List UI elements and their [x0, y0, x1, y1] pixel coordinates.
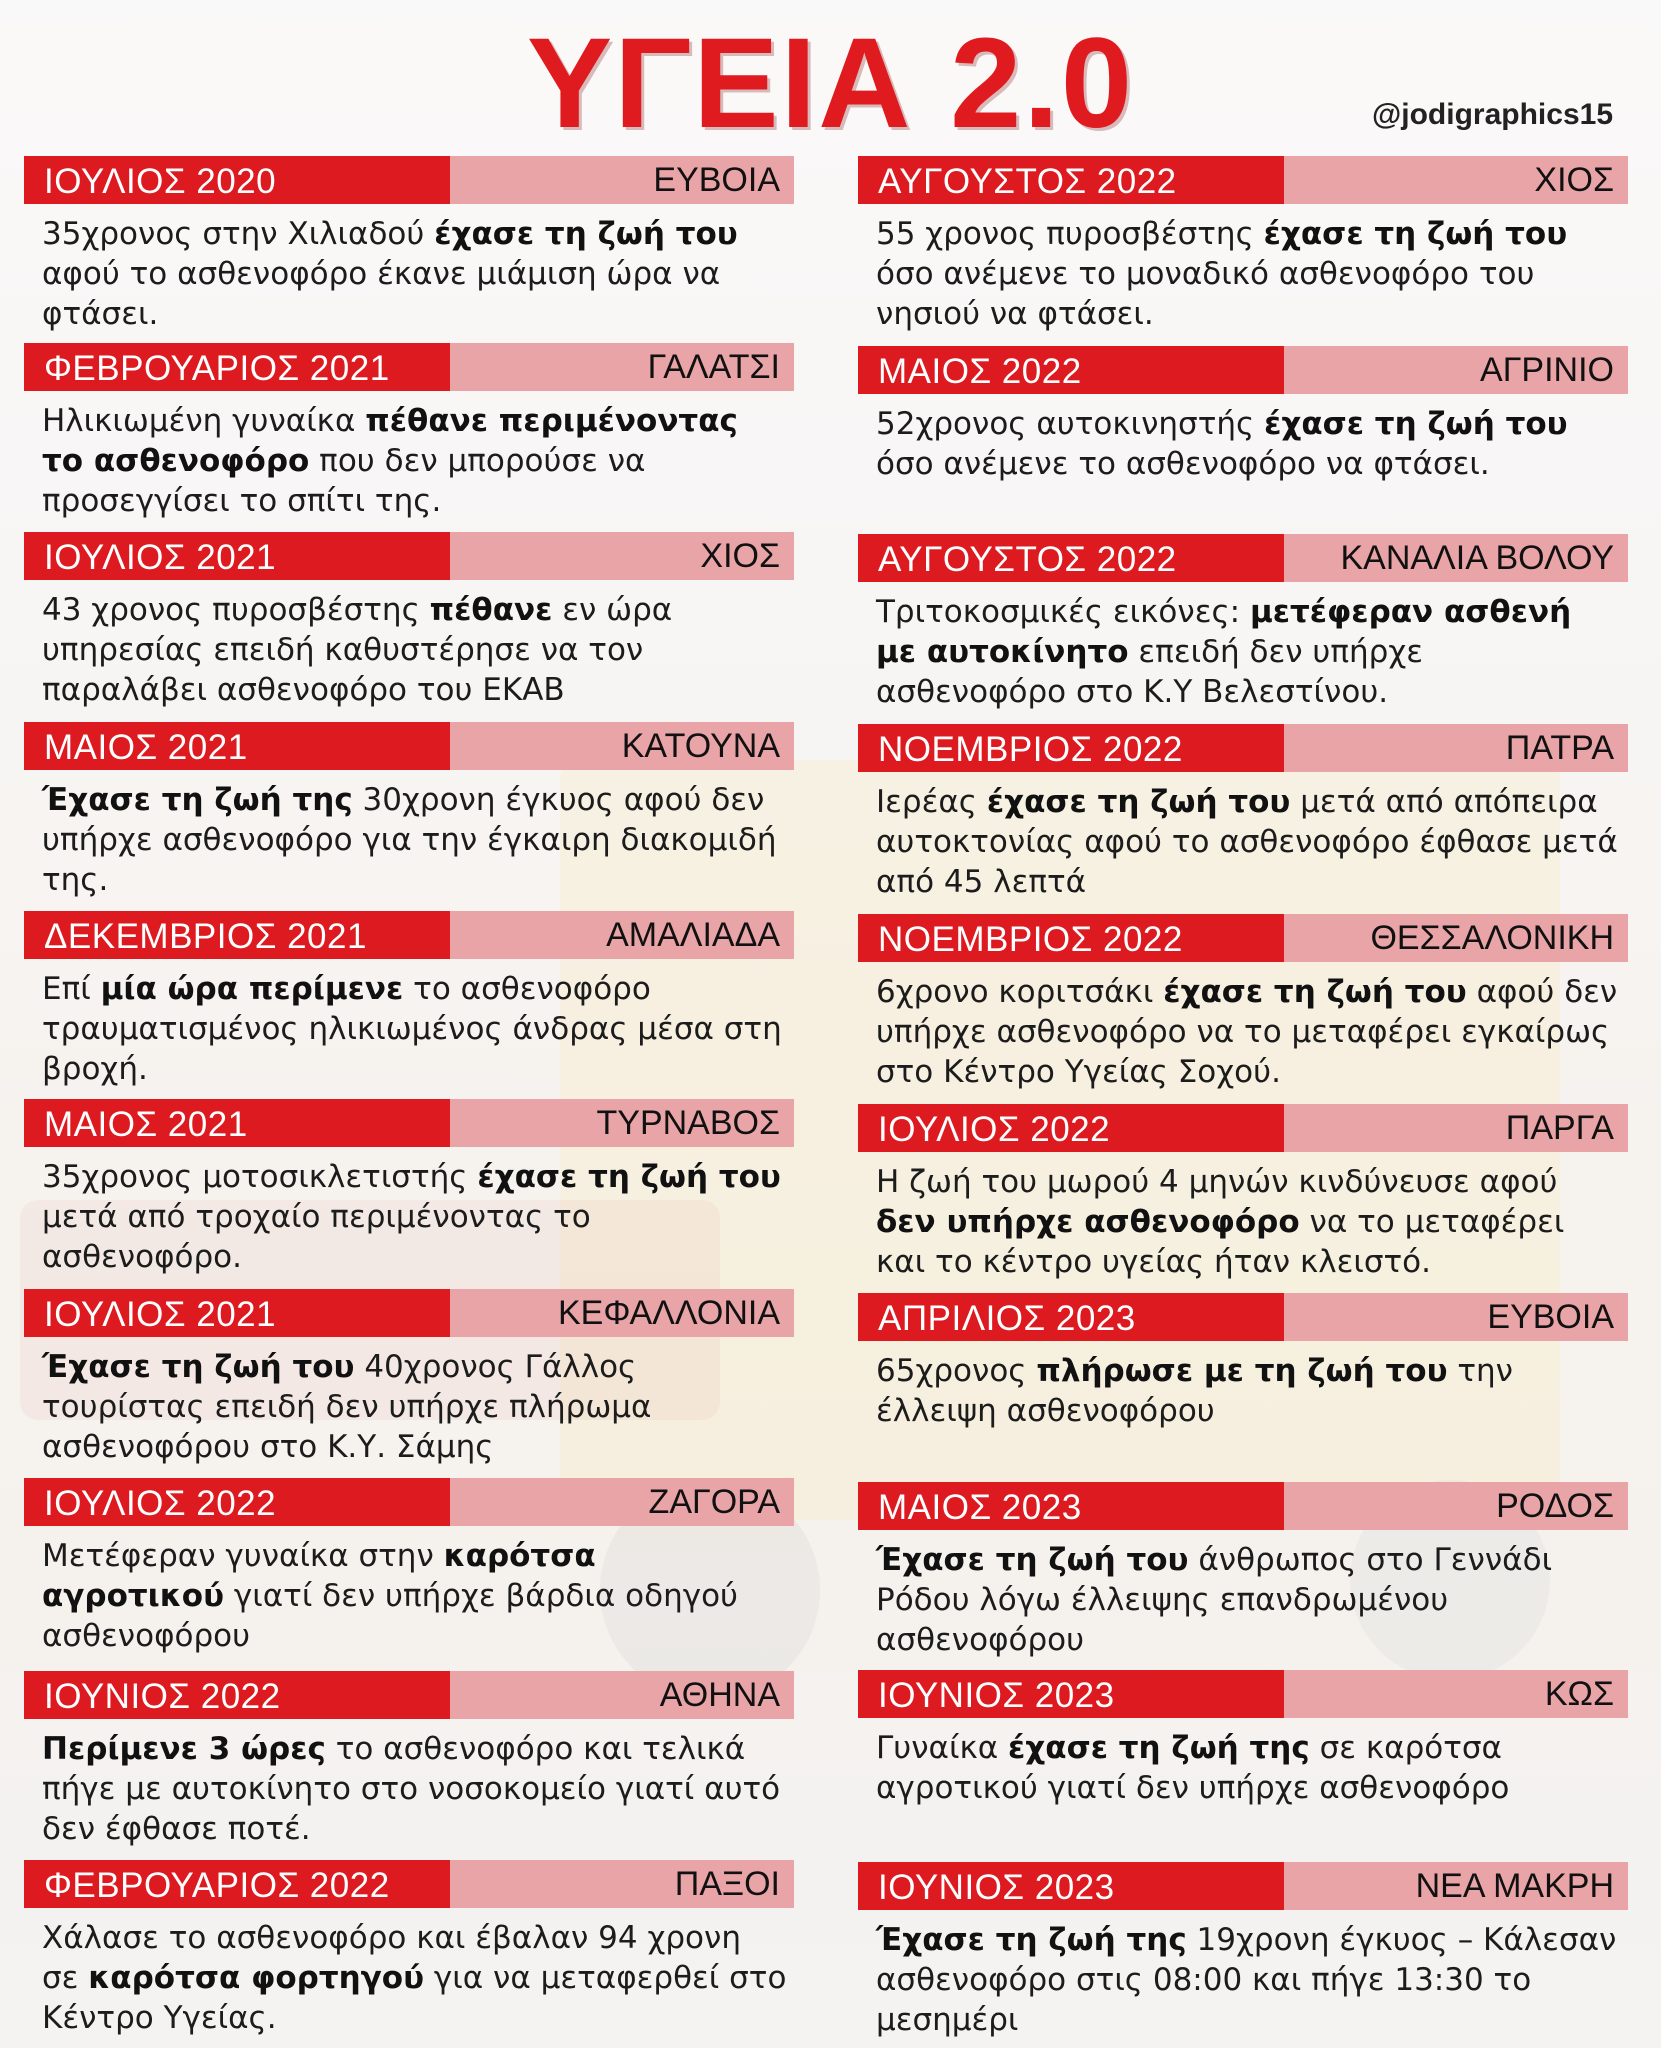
incident-description	[876, 1162, 1621, 1282]
incident-header	[24, 532, 794, 580]
description-text: Μετέφεραν γυναίκα στην	[42, 1538, 444, 1574]
incident-entry	[24, 722, 794, 900]
incident-header	[24, 1289, 794, 1337]
emphasis-text: Έχασε τη ζωή του	[876, 1542, 1189, 1578]
incident-entry	[24, 1099, 794, 1277]
emphasis-text: έχασε τη ζωή του	[477, 1159, 781, 1195]
description-text: 52χρονος αυτοκινηστής	[876, 406, 1265, 442]
description-text: όσο ανέμενε το μοναδικό ασθενοφόρο του νησιού να φτάσει.	[876, 256, 1535, 332]
incident-description	[42, 214, 787, 334]
incident-header	[858, 914, 1628, 962]
incident-description	[876, 782, 1621, 902]
description-text: 43 χρονος πυροσβέστης	[42, 592, 430, 628]
incident-date: ΜΑΙΟΣ 2022	[858, 346, 1284, 394]
incident-location: ΕΥΒΟΙΑ	[1284, 1293, 1628, 1341]
incident-description	[876, 1540, 1621, 1660]
incident-header	[858, 1670, 1628, 1718]
description-text: εν ώρα υπηρεσίας επειδή καθυστέρησε να τον παραλάβει ασθενοφόρο του ΕΚΑΒ	[42, 592, 673, 708]
description-text: 40χρονος Γάλλος τουρίστας επειδή δεν υπήρχε πλήρωμα ασθενοφόρου στο Κ.Υ. Σάμης	[42, 1349, 652, 1465]
description-text: την έλλειψη ασθενοφόρου	[876, 1353, 1513, 1429]
description-text: 55 χρονος πυροσβέστης	[876, 216, 1264, 252]
incident-date: ΑΥΓΟΥΣΤΟΣ 2022	[858, 156, 1284, 204]
incident-header	[24, 1671, 794, 1719]
incident-header	[858, 1862, 1628, 1910]
incident-date: ΦΕΒΡΟΥΑΡΙΟΣ 2021	[24, 343, 450, 391]
author-handle: @jodigraphics15	[1372, 98, 1613, 131]
emphasis-text: πέθανε	[429, 592, 553, 628]
incident-entry	[24, 343, 794, 521]
emphasis-text: έχασε τη ζωή του	[434, 216, 738, 252]
description-text: Γυναίκα	[876, 1730, 1009, 1766]
incident-entry	[24, 532, 794, 710]
incident-location: ΑΜΑΛΙΑΔΑ	[450, 911, 794, 959]
incident-entry	[858, 724, 1628, 902]
incident-entry	[858, 156, 1628, 334]
incident-date: ΙΟΥΛΙΟΣ 2022	[24, 1478, 450, 1526]
incident-description	[876, 214, 1621, 334]
description-text: σε καρότσα αγροτικού γιατί δεν υπήρχε ασθενοφόρο	[876, 1730, 1510, 1806]
description-text: αφού το ασθενοφόρο έκανε μιάμιση ώρα να φτάσει.	[42, 256, 721, 332]
incident-entry	[858, 346, 1628, 484]
incident-description	[42, 590, 787, 710]
incident-date: ΙΟΥΛΙΟΣ 2022	[858, 1104, 1284, 1152]
incident-date: ΑΠΡΙΛΙΟΣ 2023	[858, 1293, 1284, 1341]
incident-description	[42, 1347, 787, 1467]
emphasis-text: καρότσα αγροτικού	[42, 1538, 596, 1614]
emphasis-text: έχασε τη ζωή της	[1008, 1730, 1310, 1766]
incident-location: ΠΑΡΓΑ	[1284, 1104, 1628, 1152]
incident-header	[858, 1482, 1628, 1530]
incident-entry	[24, 1671, 794, 1849]
description-text: Τριτοκοσμικές εικόνες:	[876, 594, 1250, 630]
incident-date: ΦΕΒΡΟΥΑΡΙΟΣ 2022	[24, 1860, 450, 1908]
description-text: Χάλασε το ασθενοφόρο και έβαλαν 94 χρονη σε	[42, 1920, 741, 1996]
incident-header	[858, 156, 1628, 204]
emphasis-text: πέθανε περιμένοντας το ασθενοφόρο	[42, 403, 738, 479]
incident-header	[858, 1104, 1628, 1152]
incident-date: ΙΟΥΛΙΟΣ 2020	[24, 156, 450, 204]
description-text: Ηλικιωμένη γυναίκα	[42, 403, 366, 439]
incident-description	[876, 1351, 1621, 1431]
description-text: μετά από απόπειρα αυτοκτονίας αφού το ασθενοφόρο έφθασε μετά από 45 λεπτά	[876, 784, 1618, 900]
incident-description	[876, 1920, 1621, 2040]
incident-location: ΚΑΝΑΛΙΑ ΒΟΛΟΥ	[1284, 534, 1628, 582]
incident-description	[42, 1157, 787, 1277]
incident-description	[876, 592, 1621, 712]
description-text: Η ζωή του μωρού 4 μηνών κινδύνευσε αφού	[876, 1164, 1558, 1200]
incident-header	[24, 722, 794, 770]
incident-entry	[24, 1478, 794, 1656]
description-text: όσο ανέμενε το ασθενοφόρο να φτάσει.	[876, 446, 1490, 482]
incident-description	[42, 1918, 787, 2038]
incident-entry	[858, 1293, 1628, 1431]
incident-entry	[24, 1289, 794, 1467]
incident-location: ΠΑΞΟΙ	[450, 1860, 794, 1908]
description-text: το ασθενοφόρο τραυματισμένος ηλικιωμένος άνδρας μέσα στη βροχή.	[42, 971, 782, 1087]
emphasis-text: δεν υπήρχε ασθενοφόρο	[876, 1204, 1300, 1240]
description-text: που δεν μπορούσε να προσεγγίσει το σπίτι της.	[42, 443, 646, 519]
incident-header	[24, 343, 794, 391]
incident-header	[858, 534, 1628, 582]
description-text: Επί	[42, 971, 101, 1007]
incident-description	[42, 969, 787, 1089]
incident-entry	[24, 1860, 794, 2038]
emphasis-text: έχασε τη ζωή του	[986, 784, 1291, 820]
emphasis-text: Έχασε τη ζωή της	[42, 782, 353, 818]
emphasis-text: Έχασε τη ζωή του	[42, 1349, 355, 1385]
incident-location: ΚΩΣ	[1284, 1670, 1628, 1718]
incident-entry	[858, 914, 1628, 1092]
incident-location: ΑΓΡΙΝΙΟ	[1284, 346, 1628, 394]
incident-date: ΙΟΥΛΙΟΣ 2021	[24, 532, 450, 580]
incident-location: ΓΑΛΑΤΣΙ	[450, 343, 794, 391]
incident-location: ΧΙΟΣ	[450, 532, 794, 580]
incident-header	[858, 346, 1628, 394]
incident-description	[42, 1729, 787, 1849]
incident-entry	[858, 1104, 1628, 1282]
incident-entry	[24, 156, 794, 334]
description-text: να το μεταφέρει και το κέντρο υγείας ήταν κλειστό.	[876, 1204, 1565, 1280]
description-text: επειδή δεν υπήρχε ασθενοφόρο στο Κ.Υ Βελεστίνου.	[876, 634, 1424, 710]
incident-description	[42, 1536, 787, 1656]
incident-date: ΙΟΥΝΙΟΣ 2023	[858, 1862, 1284, 1910]
incident-location: ΕΥΒΟΙΑ	[450, 156, 794, 204]
incident-entry	[858, 534, 1628, 712]
incident-header	[858, 724, 1628, 772]
incident-entry	[858, 1862, 1628, 2040]
incident-location: ΠΑΤΡΑ	[1284, 724, 1628, 772]
emphasis-text: έχασε τη ζωή του	[1163, 974, 1467, 1010]
incident-date: ΜΑΙΟΣ 2021	[24, 1099, 450, 1147]
description-text: αφού δεν υπήρχε ασθενοφόρο να το μεταφέρει εγκαίρως στο Κέντρο Υγείας Σοχού.	[876, 974, 1618, 1090]
emphasis-text: μετέφεραν ασθενή με αυτοκίνητο	[876, 594, 1572, 670]
description-text: για να μεταφερθεί στο Κέντρο Υγείας.	[42, 1960, 787, 2036]
description-text: άνθρωπος στο Γεννάδι Ρόδου λόγω έλλειψης επανδρωμένου ασθενοφόρου	[876, 1542, 1553, 1658]
incident-date: ΙΟΥΝΙΟΣ 2023	[858, 1670, 1284, 1718]
description-text: 30χρονη έγκυος αφού δεν υπήρχε ασθενοφόρο για την έγκαιρη διακομιδή της.	[42, 782, 777, 898]
incident-location: ΖΑΓΟΡΑ	[450, 1478, 794, 1526]
incident-entry	[24, 911, 794, 1089]
description-text: 6χρονο κοριτσάκι	[876, 974, 1164, 1010]
incident-location: ΝΕΑ ΜΑΚΡΗ	[1284, 1862, 1628, 1910]
emphasis-text: καρότσα φορτηγού	[88, 1960, 425, 1996]
description-text: μετά από τροχαίο περιμένοντας το ασθενοφόρο.	[42, 1199, 591, 1275]
incident-location: ΑΘΗΝΑ	[450, 1671, 794, 1719]
emphasis-text: πλήρωσε με τη ζωή του	[1036, 1353, 1448, 1389]
description-text: 35χρονος στην Χιλιαδού	[42, 216, 435, 252]
incident-location: ΚΕΦΑΛΛΟΝΙΑ	[450, 1289, 794, 1337]
incident-entry	[858, 1482, 1628, 1660]
incident-entry	[858, 1670, 1628, 1808]
incident-header	[24, 1099, 794, 1147]
incident-description	[42, 401, 787, 521]
incident-description	[42, 780, 787, 900]
incident-header	[24, 156, 794, 204]
incident-date: ΝΟΕΜΒΡΙΟΣ 2022	[858, 914, 1284, 962]
incident-date: ΜΑΙΟΣ 2023	[858, 1482, 1284, 1530]
incident-date: ΙΟΥΛΙΟΣ 2021	[24, 1289, 450, 1337]
description-text: το ασθενοφόρο και τελικά πήγε με αυτοκίνητο στο νοσοκομείο γιατί αυτό δεν έφθασε ποτέ.	[42, 1731, 781, 1847]
incident-date: ΑΥΓΟΥΣΤΟΣ 2022	[858, 534, 1284, 582]
description-text: Ιερέας	[876, 784, 987, 820]
emphasis-text: Περίμενε 3 ώρες	[42, 1731, 326, 1767]
description-text: 19χρονη έγκυος – Κάλεσαν ασθενοφόρο στις 08:00 και πήγε 13:30 το μεσημέρι	[876, 1922, 1617, 2038]
incident-location: ΤΥΡΝΑΒΟΣ	[450, 1099, 794, 1147]
emphasis-text: έχασε τη ζωή του	[1263, 216, 1568, 252]
emphasis-text: έχασε τη ζωή του	[1264, 406, 1568, 442]
incident-location: ΧΙΟΣ	[1284, 156, 1628, 204]
incident-description	[876, 404, 1621, 484]
incident-description	[876, 1728, 1621, 1808]
incident-location: ΚΑΤΟΥΝΑ	[450, 722, 794, 770]
page-title: ΥΓΕΙΑ 2.0	[526, 12, 1135, 155]
incident-date: ΙΟΥΝΙΟΣ 2022	[24, 1671, 450, 1719]
incident-location: ΡΟΔΟΣ	[1284, 1482, 1628, 1530]
incident-header	[24, 1860, 794, 1908]
description-text: γιατί δεν υπήρχε βάρδια οδηγού ασθενοφόρου	[42, 1578, 738, 1654]
incident-header	[858, 1293, 1628, 1341]
incident-description	[876, 972, 1621, 1092]
emphasis-text: Έχασε τη ζωή της	[876, 1922, 1187, 1958]
description-text: 35χρονος μοτοσικλετιστής	[42, 1159, 478, 1195]
incident-location: ΘΕΣΣΑΛΟΝΙΚΗ	[1284, 914, 1628, 962]
description-text: 65χρονος	[876, 1353, 1037, 1389]
incident-header	[24, 911, 794, 959]
incident-date: ΝΟΕΜΒΡΙΟΣ 2022	[858, 724, 1284, 772]
emphasis-text: μία ώρα περίμενε	[100, 971, 404, 1007]
incident-date: ΔΕΚΕΜΒΡΙΟΣ 2021	[24, 911, 450, 959]
incident-header	[24, 1478, 794, 1526]
incident-date: ΜΑΙΟΣ 2021	[24, 722, 450, 770]
